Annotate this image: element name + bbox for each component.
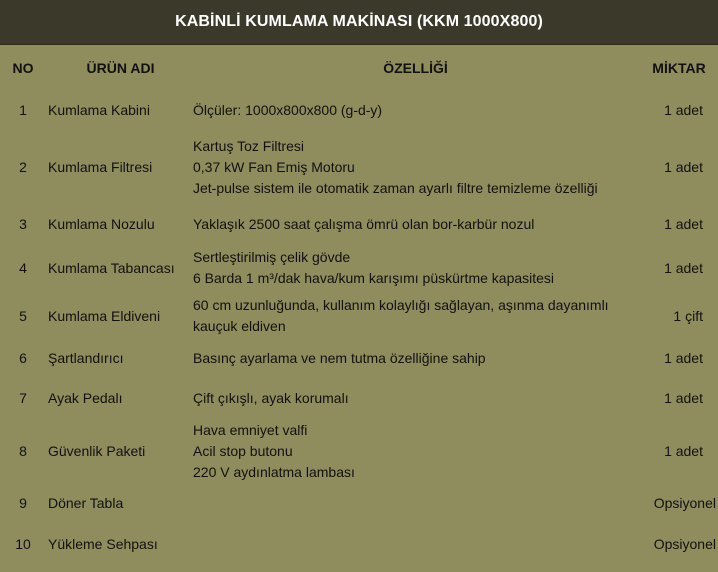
- header-row: [0, 45, 718, 91]
- feature-line: 220 V aydınlatma lambası: [193, 464, 355, 480]
- feature-line: 0,37 kW Fan Emiş Motoru: [193, 159, 355, 175]
- feature-line: 6 Barda 1 m³/dak hava/kum karışımı püskürtme kapasitesi: [193, 270, 555, 286]
- product-features: [193, 91, 638, 130]
- product-features: [193, 130, 638, 205]
- quantity: 1 adet: [664, 389, 703, 406]
- product-name: Kumlama Filtresi: [48, 159, 153, 175]
- feature-line: Jet-pulse sistem ile otomatik zaman ayarlı filtre temizleme özelliği: [193, 180, 598, 196]
- product-features: [193, 420, 638, 483]
- row-number: 6: [19, 349, 27, 366]
- product-name: Güvenlik Paketi: [48, 443, 146, 459]
- header-no: NO: [12, 60, 34, 76]
- table-row: [0, 91, 718, 130]
- quantity: 1 adet: [664, 259, 703, 276]
- product-features: [193, 524, 638, 564]
- product-name: Kumlama Tabancası: [48, 259, 175, 276]
- feature-line: kauçuk eldiven: [193, 318, 286, 334]
- product-features: [193, 244, 638, 292]
- product-features: [193, 340, 638, 376]
- table-row: [0, 205, 718, 244]
- row-number: 1: [19, 102, 27, 118]
- row-number: 9: [19, 495, 27, 511]
- table-row: [0, 420, 718, 483]
- header-quantity: MİKTAR: [652, 60, 706, 76]
- quantity: 1 çift: [673, 307, 703, 324]
- quantity: Opsiyonel: [653, 535, 716, 552]
- table-row: [0, 483, 718, 524]
- spec-table: [0, 45, 718, 564]
- table-row: [0, 244, 718, 292]
- header-features: ÖZELLİĞİ: [383, 60, 448, 76]
- feature-line: Çift çıkışlı, ayak korumalı: [193, 389, 349, 406]
- quantity: 1 adet: [664, 443, 703, 459]
- table-row: [0, 524, 718, 564]
- feature-line: Ölçüler: 1000x800x800 (g-d-y): [193, 102, 383, 118]
- product-name: Yükleme Sehpası: [48, 535, 158, 552]
- row-number: 4: [19, 259, 27, 276]
- row-number: 5: [19, 307, 27, 324]
- product-name: Kumlama Eldiveni: [48, 307, 161, 324]
- product-name: Döner Tabla: [48, 495, 124, 511]
- feature-line: 60 cm uzunluğunda, kullanım kolaylığı sağlayan, aşınma dayanımlı: [193, 297, 609, 313]
- row-number: 10: [15, 535, 31, 552]
- product-features: [193, 292, 638, 340]
- feature-line: Yaklaşık 2500 saat çalışma ömrü olan bor-karbür nozul: [193, 216, 535, 232]
- row-number: 2: [19, 159, 27, 175]
- product-name: Ayak Pedalı: [48, 389, 123, 406]
- table-row: [0, 130, 718, 205]
- table-row: [0, 292, 718, 340]
- quantity: 1 adet: [664, 102, 703, 118]
- quantity: 1 adet: [664, 349, 703, 366]
- header-product-name: ÜRÜN ADI: [86, 60, 155, 76]
- feature-line: Sertleştirilmiş çelik gövde: [193, 249, 351, 265]
- feature-line: Kartuş Toz Filtresi: [193, 138, 304, 154]
- quantity: 1 adet: [664, 159, 703, 175]
- row-number: 8: [19, 443, 27, 459]
- sheet-title: KABİNLİ KUMLAMA MAKİNASI (KKM 1000X800): [0, 0, 718, 45]
- product-name: Şartlandırıcı: [48, 349, 124, 366]
- row-number: 7: [19, 389, 27, 406]
- table-row: [0, 340, 718, 376]
- product-features: [193, 376, 638, 420]
- feature-line: Hava emniyet valfi: [193, 422, 308, 438]
- product-name: Kumlama Kabini: [48, 102, 150, 118]
- product-features: [193, 483, 638, 524]
- quantity: Opsiyonel: [653, 495, 716, 511]
- product-features: [193, 205, 638, 244]
- feature-line: Acil stop butonu: [193, 443, 293, 459]
- feature-line: Basınç ayarlama ve nem tutma özelliğine sahip: [193, 349, 486, 366]
- row-number: 3: [19, 216, 27, 232]
- quantity: 1 adet: [664, 216, 703, 232]
- product-name: Kumlama Nozulu: [48, 216, 155, 232]
- table-row: [0, 376, 718, 420]
